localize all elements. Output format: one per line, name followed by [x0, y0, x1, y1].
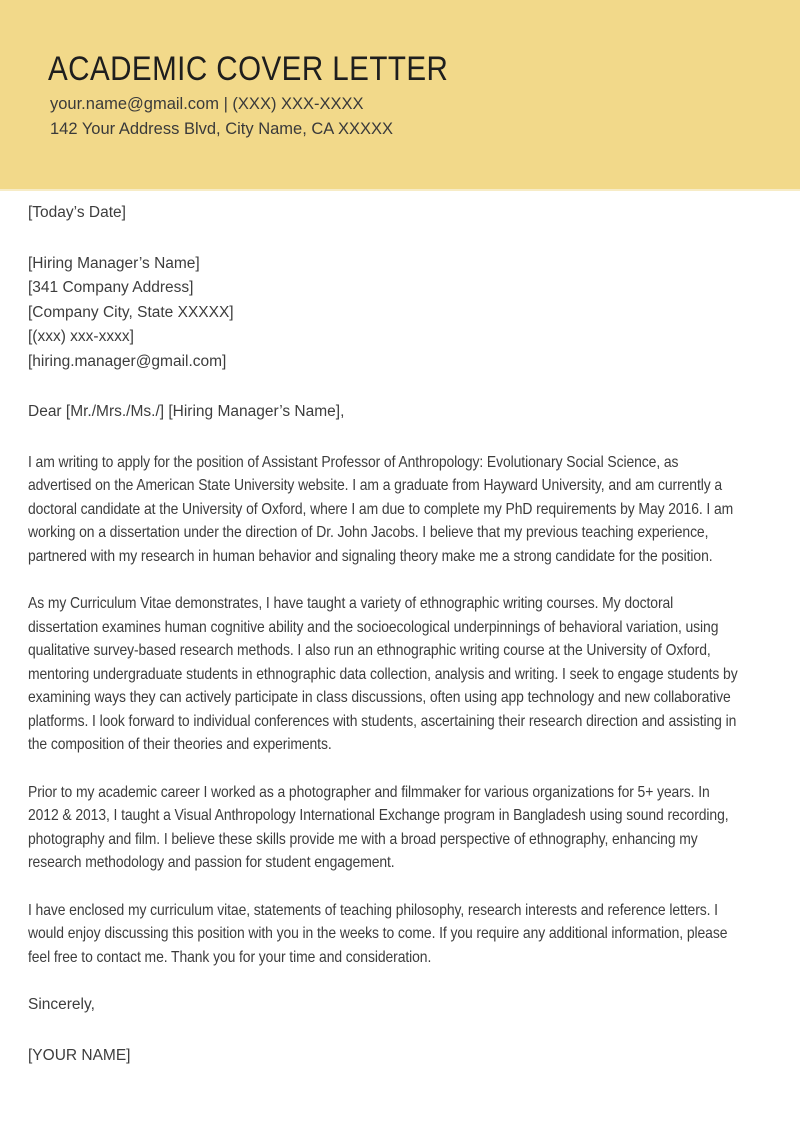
recipient-phone: [(xxx) xxx-xxxx] [28, 328, 134, 345]
contact-address: 142 Your Address Blvd, City Name, CA XXXXX [50, 120, 394, 138]
paragraph-teaching-research: As my Curriculum Vitae demonstrates, I have taught a variety of ethnographic writing courses. My doctoral dissertation examines human cognitive ability and the socioecological underpinnings of behavioral variation, using qualitative survey-based research methods. I also run an ethnographic writing course at the University of Oxford, mentoring undergraduate students in ethnographic data collection, analysis and writing. I seek to engage students by examining ways they can actively participate in class discussions, often using app technology and new collaborative platforms. I look forward to individual conferences with students, ascertaining their research direction and assisting in the composition of their theories and experiments. [28, 595, 738, 753]
paragraph-enclosures: I have enclosed my curriculum vitae, statements of teaching philosophy, research interests and reference letters. I would enjoy discussing this position with you in the weeks to come. If you require any additional information, please feel free to contact me. Thank you for your time and consideration. [28, 901, 728, 966]
signature-name: [YOUR NAME] [28, 1046, 131, 1064]
contact-block [50, 92, 800, 142]
page-title: ACADEMIC COVER LETTER [48, 50, 449, 88]
recipient-city-state: [Company City, State XXXXX] [28, 303, 234, 321]
letter-date: [Today’s Date] [28, 204, 126, 221]
recipient-street: [341 Company Address] [28, 279, 194, 296]
recipient-email: [hiring.manager@gmail.com] [28, 352, 227, 370]
salutation: Dear [Mr./Mrs./Ms./] [Hiring Manager’s Name], [28, 403, 345, 420]
paragraph-prior-career: Prior to my academic career I worked as a photographer and filmmaker for various organizations for 5+ years. In 2012 & 2013, I taught a Visual Anthropology International Exchange program in Bangladesh using sound recording, photography and film. I believe these skills provide me with a broad perspective of ethnography, enhancing my research methodology and passion for student engagement. [28, 783, 729, 871]
contact-email-phone: your.name@gmail.com | (XXX) XXX-XXXX [50, 95, 364, 113]
closing: Sincerely, [28, 996, 95, 1013]
header-banner [0, 0, 800, 191]
recipient-name: [Hiring Manager’s Name] [28, 254, 200, 272]
letter-body [0, 191, 800, 1068]
paragraph-introduction: I am writing to apply for the position of Assistant Professor of Anthropology: Evolutionary Social Science, as advertised on the American State University website. I am a graduate from Hayward University, and am currently a doctoral candidate at the University of Oxford, where I am due to complete my PhD requirements by May 2016. I am working on a dissertation under the direction of Dr. John Jacobs. I believe that my previous teaching experience, partnered with my research in human behavior and signaling theory make me a strong candidate for the position. [28, 453, 734, 565]
recipient-block [28, 252, 800, 375]
